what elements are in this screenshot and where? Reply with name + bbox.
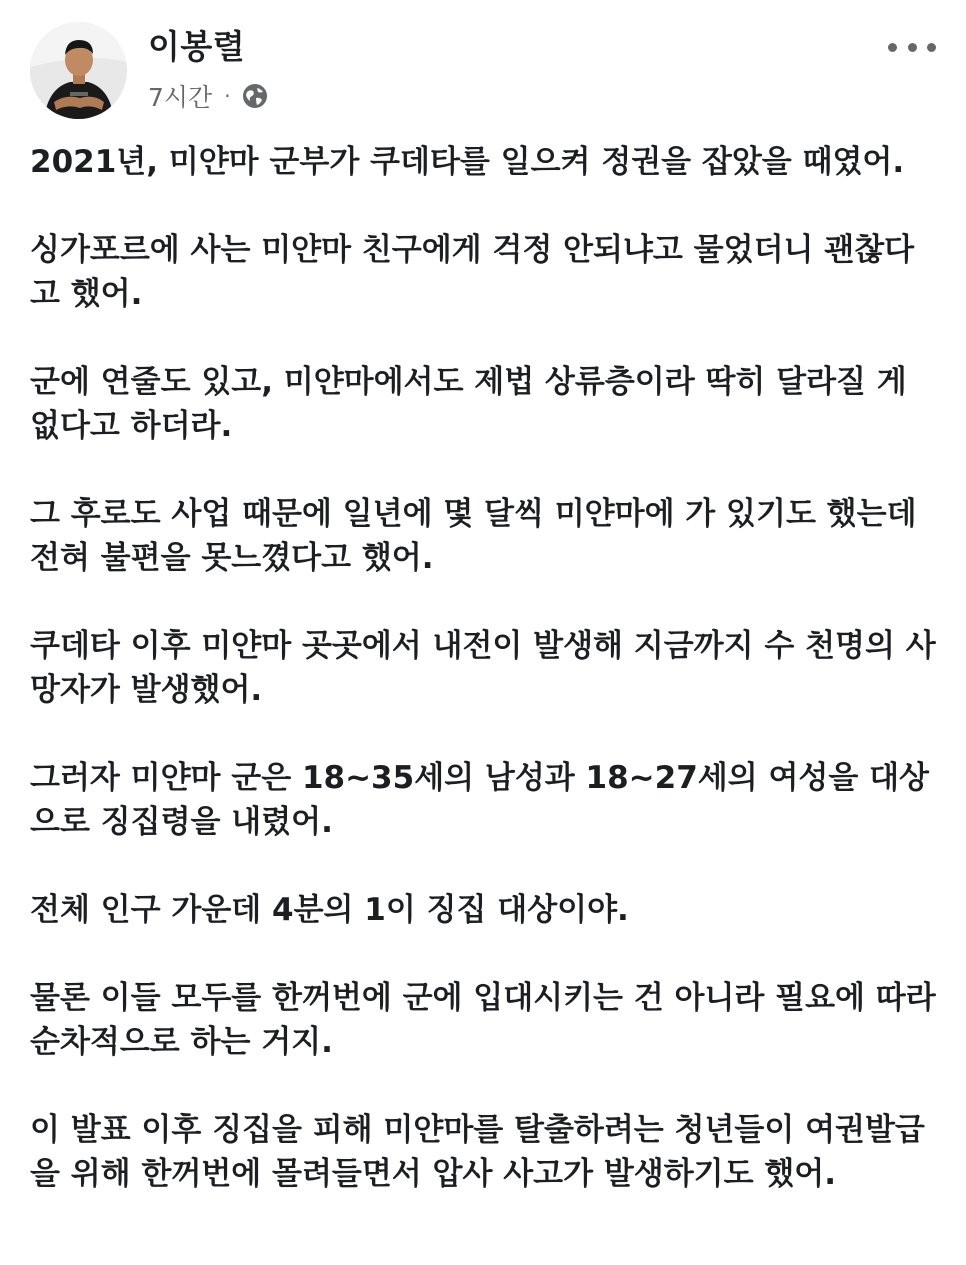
post-paragraph: 이 발표 이후 징집을 피해 미얀마를 탈출하려는 청년들이 여권발급을 위해 한꺼번에 몰려들면서 압사 사고가 발생하기도 했어.: [30, 1112, 925, 1192]
post-paragraph: 전체 인구 가운데 4분의 1이 징집 대상이야.: [30, 892, 629, 928]
post-paragraph: 물론 이들 모두를 한꺼번에 군에 입대시키는 건 아니라 필요에 따라 순차적으로 하는 거지.: [30, 980, 936, 1060]
post-paragraph: 그러자 미얀마 군은 18~35세의 남성과 18~27세의 여성을 대상으로 징집령을 내렸어.: [30, 760, 929, 840]
meta-separator: ·: [224, 84, 231, 108]
post-paragraph: 싱가포르에 사는 미얀마 친구에게 걱정 안되냐고 물었더니 괜찮다고 했어.: [30, 232, 915, 312]
more-options-button[interactable]: [888, 32, 936, 62]
post-paragraph: 쿠데타 이후 미얀마 곳곳에서 내전이 발생해 지금까지 수 천명의 사망자가 발생했어.: [30, 628, 936, 708]
avatar[interactable]: [30, 22, 127, 119]
more-horizontal-icon: [927, 43, 936, 52]
globe-icon[interactable]: [241, 82, 269, 110]
post-paragraph: 그 후로도 사업 때문에 일년에 몇 달씩 미얀마에 가 있기도 했는데 전혀 불편을 못느꼈다고 했어.: [30, 496, 917, 576]
post-time[interactable]: 7시간: [148, 83, 213, 112]
author-name[interactable]: 이봉렬: [148, 27, 246, 66]
post-body: [30, 140, 940, 1240]
avatar-photo: [30, 22, 127, 119]
post-meta: [148, 78, 269, 114]
post-paragraph: 2021년, 미얀마 군부가 쿠데타를 일으켜 정권을 잡았을 때였어.: [30, 144, 905, 180]
more-horizontal-icon: [888, 43, 897, 52]
post-paragraph: 군에 연줄도 있고, 미얀마에서도 제법 상류층이라 딱히 달라질 게 없다고 하더라.: [30, 364, 907, 444]
more-horizontal-icon: [908, 43, 917, 52]
